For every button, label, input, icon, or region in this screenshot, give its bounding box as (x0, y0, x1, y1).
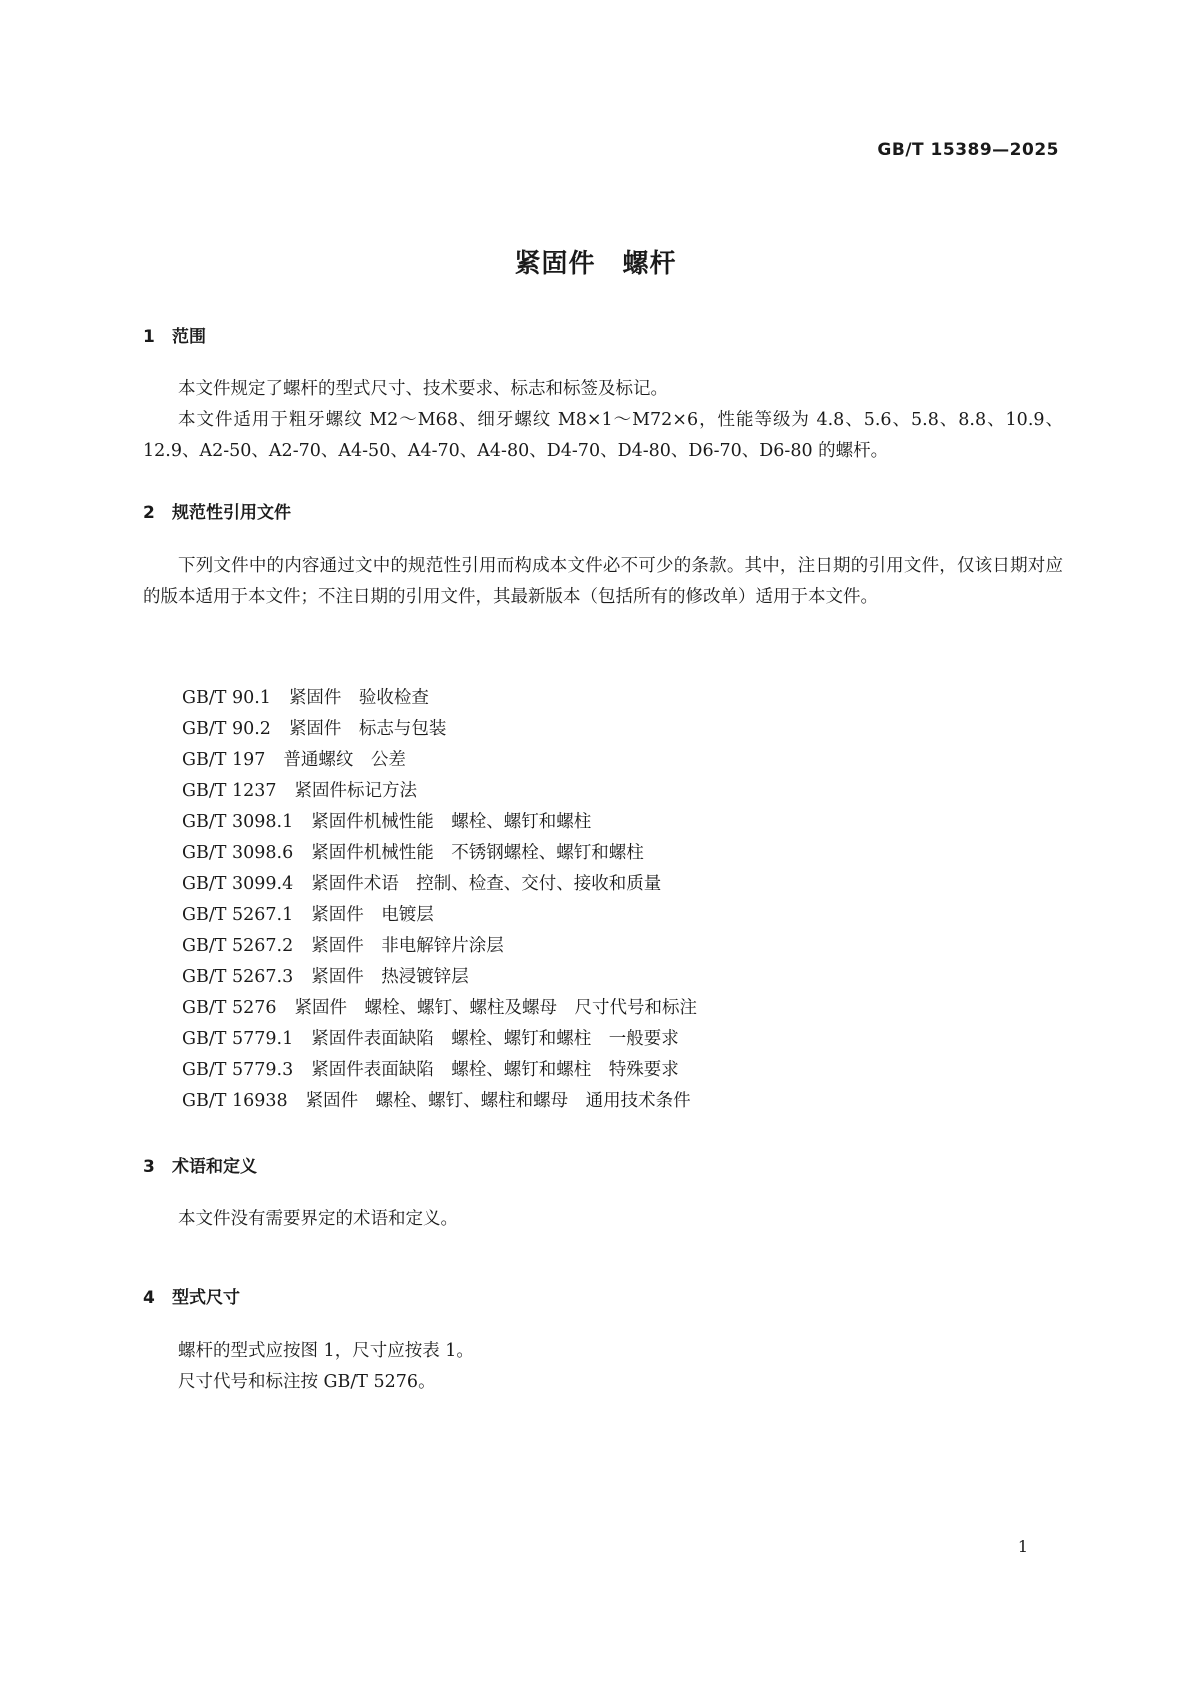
reference-title: 紧固件 螺栓、螺钉、螺柱和螺母 通用技术条件 (305, 1091, 691, 1111)
reference-item (182, 962, 697, 993)
section-title: 规范性引用文件 (172, 503, 291, 523)
reference-code: GB/T 5779.3 (182, 1060, 294, 1080)
reference-code: GB/T 3098.1 (182, 812, 294, 832)
document-title: 紧固件 螺杆 (514, 249, 677, 279)
reference-title: 紧固件机械性能 不锈钢螺栓、螺钉和螺柱 (311, 843, 644, 863)
reference-item (182, 993, 697, 1024)
reference-code: GB/T 90.2 (182, 719, 271, 739)
normative-reference-list (182, 683, 697, 1117)
reference-item (182, 931, 697, 962)
standard-code: GB/T 15389—2025 (877, 140, 1059, 160)
reference-code: GB/T 197 (182, 750, 266, 770)
section-number: 2 (143, 503, 155, 523)
reference-item (182, 745, 697, 776)
section-1-paragraph-2: 本文件适用于粗牙螺纹 M2～M68、细牙螺纹 M8×1～M72×6，性能等级为 4.8、5.6、5.8、8.8、10.9、12.9、A2-50、A2-70、A4-50、A4-70、A4-80、D4-70、D4-80、D6-70、D6-80 的螺杆。 (143, 410, 1063, 461)
section-4-paragraph-2: 尺寸代号和标注按 GB/T 5276。 (178, 1372, 436, 1392)
reference-title: 紧固件表面缺陷 螺栓、螺钉和螺柱 特殊要求 (311, 1060, 679, 1080)
reference-item (182, 714, 697, 745)
reference-title: 紧固件 螺栓、螺钉、螺柱及螺母 尺寸代号和标注 (294, 998, 698, 1018)
reference-item (182, 807, 697, 838)
reference-title: 紧固件 验收检查 (288, 688, 429, 708)
reference-title: 紧固件 非电解锌片涂层 (311, 936, 504, 956)
reference-code: GB/T 16938 (182, 1091, 288, 1111)
reference-code: GB/T 5276 (182, 998, 277, 1018)
section-3-heading (143, 1152, 257, 1177)
section-4-heading (143, 1283, 240, 1308)
reference-item (182, 1055, 697, 1086)
page-number: 1 (1017, 1537, 1028, 1556)
section-4-paragraph-1: 螺杆的型式应按图 1，尺寸应按表 1。 (178, 1341, 474, 1361)
section-3-paragraph-1: 本文件没有需要界定的术语和定义。 (178, 1209, 458, 1229)
reference-title: 紧固件标记方法 (294, 781, 418, 801)
reference-code: GB/T 1237 (182, 781, 277, 801)
section-2-heading (143, 498, 291, 523)
section-number: 3 (143, 1157, 155, 1177)
section-number: 4 (143, 1288, 155, 1308)
reference-item (182, 869, 697, 900)
reference-code: GB/T 5267.3 (182, 967, 294, 987)
reference-code: GB/T 90.1 (182, 688, 271, 708)
section-1-paragraph-1: 本文件规定了螺杆的型式尺寸、技术要求、标志和标签及标记。 (178, 379, 668, 399)
section-number: 1 (143, 327, 155, 347)
reference-code: GB/T 5267.1 (182, 905, 294, 925)
section-title: 术语和定义 (172, 1157, 257, 1177)
reference-item (182, 1024, 697, 1055)
section-1-heading (143, 322, 206, 347)
section-2-paragraph-1: 下列文件中的内容通过文中的规范性引用而构成本文件必不可少的条款。其中，注日期的引用文件，仅该日期对应的版本适用于本文件；不注日期的引用文件，其最新版本（包括所有的修改单）适用于本文件。 (143, 556, 1063, 607)
section-title: 范围 (172, 327, 206, 347)
reference-code: GB/T 3099.4 (182, 874, 294, 894)
reference-title: 紧固件 热浸镀锌层 (311, 967, 469, 987)
reference-title: 普通螺纹 公差 (283, 750, 406, 770)
reference-title: 紧固件机械性能 螺栓、螺钉和螺柱 (311, 812, 592, 832)
reference-item (182, 683, 697, 714)
reference-title: 紧固件 标志与包装 (288, 719, 447, 739)
reference-title: 紧固件表面缺陷 螺栓、螺钉和螺柱 一般要求 (311, 1029, 679, 1049)
reference-title: 紧固件术语 控制、检查、交付、接收和质量 (311, 874, 662, 894)
reference-item (182, 900, 697, 931)
section-title: 型式尺寸 (172, 1288, 240, 1308)
reference-item (182, 1086, 697, 1117)
reference-title: 紧固件 电镀层 (311, 905, 434, 925)
reference-item (182, 776, 697, 807)
reference-item (182, 838, 697, 869)
reference-code: GB/T 3098.6 (182, 843, 294, 863)
reference-code: GB/T 5779.1 (182, 1029, 294, 1049)
reference-code: GB/T 5267.2 (182, 936, 294, 956)
